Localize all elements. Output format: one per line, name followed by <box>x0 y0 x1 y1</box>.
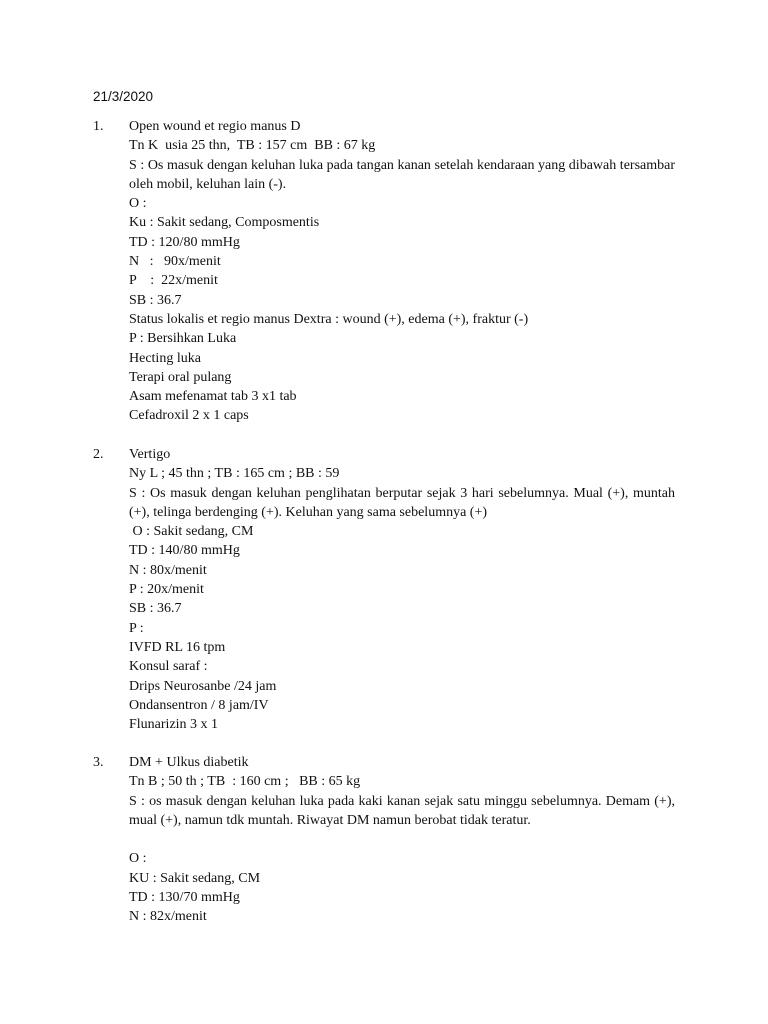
subjective-text: S : Os masuk dengan keluhan penglihatan berputar sejak 3 hari sebelumnya. Mual (+), muntah (+), telinga berdenging (+). Keluhan yang sama sebelumnya (+) <box>129 485 675 520</box>
objective-label: O : <box>129 851 147 867</box>
temperature: SB : 36.7 <box>129 601 182 617</box>
plan-label: P : Bersihkan Luka <box>129 331 237 347</box>
plan-item: Ondansentron / 8 jam/IV <box>129 697 269 713</box>
patient-info: Ny L ; 45 thn ; TB : 165 cm ; BB : 59 <box>129 466 340 482</box>
blood-pressure: TD : 140/80 mmHg <box>129 543 240 559</box>
plan-item: Terapi oral pulang <box>129 369 232 385</box>
diagnosis-title: DM + Ulkus diabetik <box>129 755 249 770</box>
subjective-text: S : Os masuk dengan keluhan luka pada tangan kanan setelah kendaraan yang dibawah tersambar oleh mobil, keluhan lain (-). <box>129 157 675 192</box>
plan-item: Drips Neurosanbe /24 jam <box>129 678 277 694</box>
respiration: P : 22x/menit <box>129 273 218 289</box>
blood-pressure: TD : 120/80 mmHg <box>129 234 240 250</box>
respiration: P : 20x/menit <box>129 582 204 598</box>
pulse: N : 80x/menit <box>129 562 207 578</box>
plan-item: Cefadroxil 2 x 1 caps <box>129 408 249 424</box>
patient-info: Tn K usia 25 thn, TB : 157 cm BB : 67 kg <box>129 138 376 154</box>
entry-1 <box>93 117 675 426</box>
objective-label: O : Sakit sedang, CM <box>129 524 254 540</box>
diagnosis-title: Open wound et regio manus D <box>129 119 301 134</box>
entry-number: 1. <box>93 119 104 134</box>
general-condition: Ku : Sakit sedang, Composmentis <box>129 215 320 231</box>
blood-pressure: TD : 130/70 mmHg <box>129 890 240 906</box>
plan-item: Hecting luka <box>129 350 201 366</box>
plan-label: P : <box>129 620 144 636</box>
blank-line <box>129 830 675 849</box>
general-condition: KU : Sakit sedang, CM <box>129 870 261 886</box>
entry-2 <box>93 445 675 734</box>
objective-label: O : <box>129 196 147 212</box>
plan-item: Konsul saraf : <box>129 659 208 675</box>
entry-number: 2. <box>93 447 104 462</box>
pulse: N : 82x/menit <box>129 909 207 925</box>
document-date: 21/3/2020 <box>93 89 154 104</box>
plan-item: IVFD RL 16 tpm <box>129 639 226 655</box>
subjective-text: S : os masuk dengan keluhan luka pada kaki kanan sejak satu minggu sebelumnya. Demam (+), mual (+), namun tdk muntah. Riwayat DM namun berobat tidak teratur. <box>129 793 675 828</box>
patient-info: Tn B ; 50 th ; TB : 160 cm ; BB : 65 kg <box>129 774 361 790</box>
plan-item: Flunarizin 3 x 1 <box>129 717 219 733</box>
temperature: SB : 36.7 <box>129 292 182 308</box>
diagnosis-title: Vertigo <box>129 447 171 462</box>
entry-number: 3. <box>93 755 104 770</box>
plan-item: Asam mefenamat tab 3 x1 tab <box>129 389 297 405</box>
status-lokalis: Status lokalis et regio manus Dextra : wound (+), edema (+), fraktur (-) <box>129 311 529 327</box>
entry-3 <box>93 753 675 927</box>
pulse: N : 90x/menit <box>129 254 221 270</box>
